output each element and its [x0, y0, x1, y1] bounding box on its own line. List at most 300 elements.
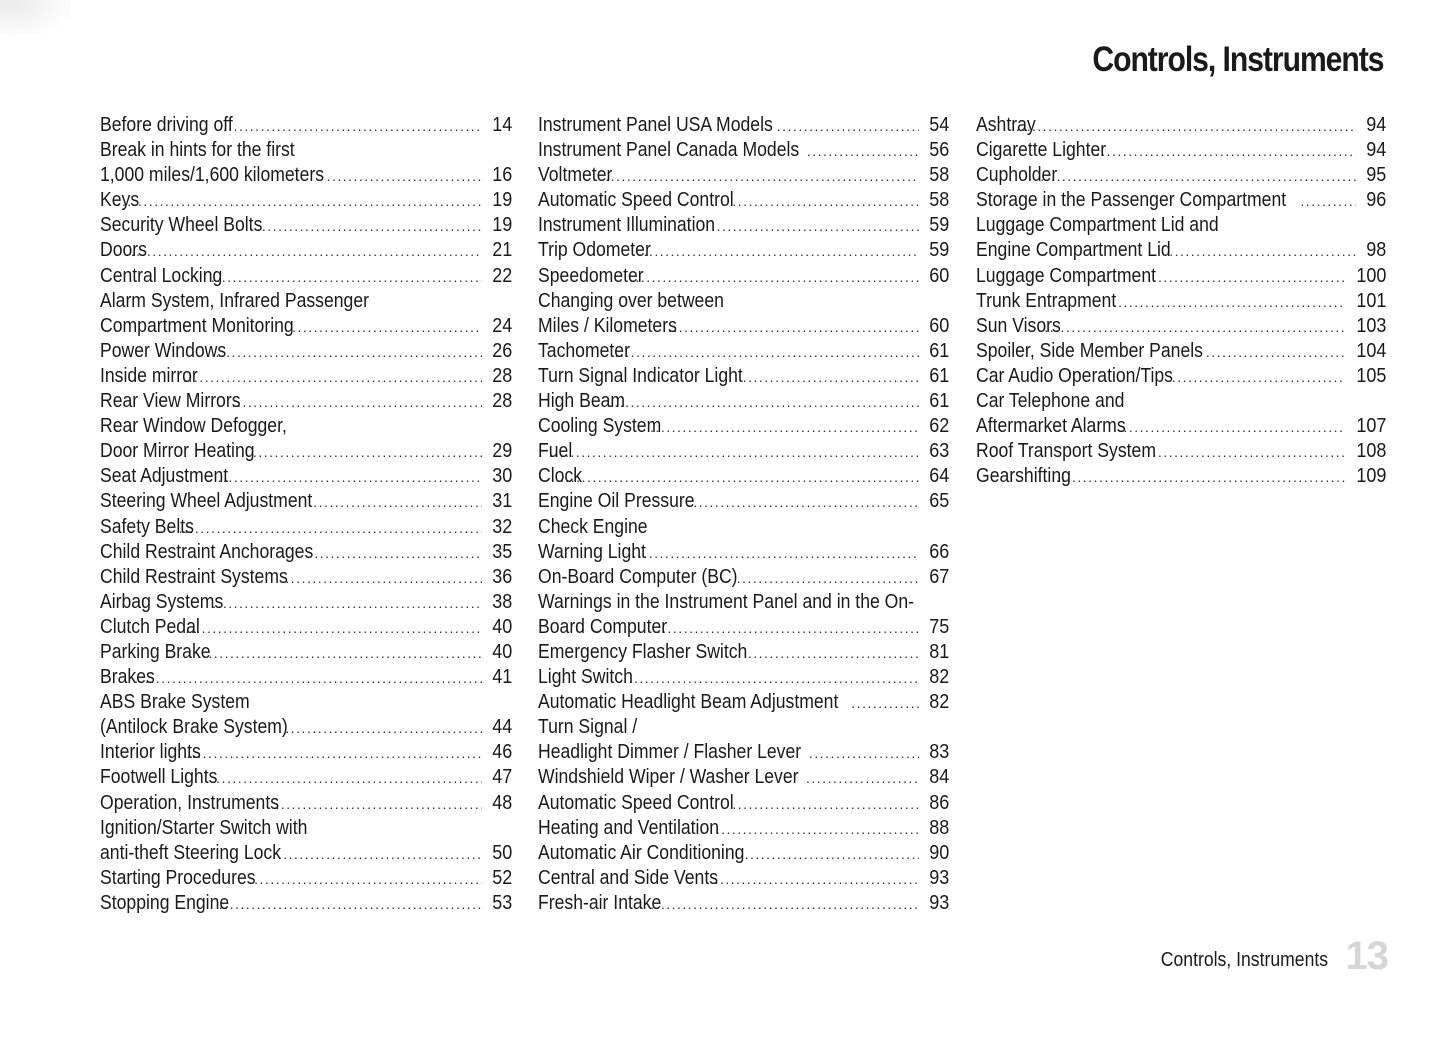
toc-entry-page-number: 40 — [491, 615, 512, 638]
toc-entry-page-number: 75 — [928, 615, 949, 638]
toc-dot-leader — [630, 265, 919, 289]
toc-entry — [100, 715, 512, 740]
toc-entry-page-number: 35 — [491, 540, 512, 563]
toc-entry-line — [100, 163, 512, 188]
toc-entry-title: Before driving off — [100, 114, 233, 136]
toc-entry — [976, 339, 1386, 364]
toc-entry-title: Turn Signal / — [538, 716, 638, 739]
toc-dot-leader — [748, 641, 919, 665]
toc-entry-line — [538, 389, 949, 414]
toc-entry-page-number: 44 — [491, 716, 512, 739]
toc-entry-page-number: 82 — [928, 666, 949, 689]
toc-entry-title: Security Wheel Bolts — [100, 214, 263, 237]
toc-entry — [538, 264, 949, 289]
toc-entry-line — [538, 690, 949, 715]
toc-entry — [100, 740, 512, 765]
toc-entry-title: Gearshifting — [976, 465, 1071, 488]
toc-entry-page-number: 67 — [928, 565, 949, 588]
toc-entry — [538, 765, 949, 790]
toc-entry — [100, 489, 512, 514]
toc-entry — [100, 791, 512, 816]
toc-entry-line — [538, 163, 949, 188]
toc-entry-title: Fuel — [538, 440, 573, 463]
toc-entry — [100, 138, 512, 163]
toc-entry-title: Tachometer — [538, 339, 630, 362]
toc-entry-page-number: 58 — [928, 189, 949, 212]
toc-entry-line — [976, 439, 1386, 464]
toc-entry-page-number: 86 — [928, 791, 949, 814]
toc-dot-leader — [618, 666, 919, 690]
toc-entry-title: Door Mirror Heating — [100, 440, 255, 463]
toc-entry-line — [538, 364, 949, 389]
toc-entry — [976, 238, 1386, 263]
toc-entry-page-number: 58 — [928, 164, 949, 187]
toc-entry-page-number: 88 — [928, 816, 949, 839]
toc-entry — [976, 389, 1386, 414]
toc-entry — [976, 464, 1386, 489]
toc-entry — [100, 188, 512, 213]
toc-entry — [976, 113, 1386, 138]
toc-entry — [538, 364, 949, 389]
toc-entry-line — [100, 439, 512, 464]
toc-entry-line — [100, 665, 512, 690]
toc-entry-title: Power Windows — [100, 339, 227, 362]
toc-entry-line — [976, 238, 1386, 263]
toc-entry-page-number: 109 — [1355, 465, 1386, 488]
toc-dot-leader — [292, 315, 482, 339]
toc-dot-leader — [185, 616, 481, 640]
toc-entry-line — [100, 540, 512, 565]
toc-entry-page-number: 26 — [491, 339, 512, 362]
toc-dot-leader — [657, 616, 919, 640]
toc-entry-page-number: 82 — [928, 691, 949, 714]
toc-entry-title: Sun Visors — [976, 314, 1061, 337]
toc-dot-leader — [650, 892, 919, 916]
toc-entry — [538, 791, 949, 816]
toc-dot-leader — [1153, 265, 1345, 289]
toc-entry-page-number: 96 — [1365, 189, 1386, 212]
toc-entry — [100, 891, 512, 916]
toc-dot-leader — [560, 465, 919, 489]
toc-entry-title: Luggage Compartment Lid and — [976, 214, 1219, 237]
toc-entry — [100, 590, 512, 615]
toc-entry-title: Footwell Lights — [100, 766, 218, 789]
toc-entry-title: Operation, Instruments — [100, 791, 280, 814]
toc-entry-title: Instrument Panel USA Models — [538, 114, 773, 136]
toc-entry-title: Warning Light — [538, 540, 646, 563]
toc-dot-leader — [125, 239, 481, 263]
toc-entry-page-number: 65 — [928, 490, 949, 513]
toc-entry-title: Headlight Dimmer / Flasher Lever — [538, 741, 802, 764]
toc-dot-leader — [732, 792, 918, 816]
toc-entry — [538, 816, 949, 841]
toc-entry-page-number: 63 — [928, 440, 949, 463]
toc-entry-line — [538, 289, 949, 314]
toc-entry-line — [538, 489, 949, 514]
toc-entry — [100, 866, 512, 891]
toc-entry-title: Fresh-air Intake — [538, 891, 662, 914]
toc-entry-title: Light Switch — [538, 666, 633, 689]
toc-dot-leader — [218, 465, 482, 489]
toc-entry-title: Emergency Flasher Switch — [538, 640, 748, 663]
page-title: Controls, Instruments — [1091, 40, 1383, 79]
toc-dot-leader — [215, 340, 481, 364]
toc-dot-leader — [313, 490, 482, 514]
toc-entry-line — [100, 213, 512, 238]
toc-entry — [538, 439, 949, 464]
toc-entry-page-number: 59 — [928, 214, 949, 237]
toc-entry — [538, 866, 949, 891]
toc-dot-leader — [851, 691, 918, 715]
toc-entry-page-number: 61 — [928, 390, 949, 413]
toc-entry-title: 1,000 miles/1,600 kilometers — [100, 164, 325, 187]
toc-entry-line — [100, 389, 512, 414]
toc-entry — [100, 765, 512, 790]
toc-dot-leader — [1172, 365, 1345, 389]
toc-entry — [100, 213, 512, 238]
toc-entry — [100, 339, 512, 364]
toc-entry-page-number: 100 — [1355, 264, 1386, 287]
footer-page-number: 13 — [1345, 934, 1388, 978]
toc-dot-leader — [1044, 315, 1344, 339]
toc-dot-leader — [285, 716, 481, 740]
toc-dot-leader — [1300, 189, 1355, 213]
toc-entry-page-number: 61 — [928, 364, 949, 387]
toc-dot-leader — [549, 440, 919, 464]
toc-entry — [100, 615, 512, 640]
toc-entry — [538, 565, 949, 590]
toc-entry-line — [100, 866, 512, 891]
toc-dot-leader — [1040, 164, 1355, 188]
toc-entry-line — [100, 765, 512, 790]
toc-entry-title: Windshield Wiper / Washer Lever — [538, 766, 799, 789]
toc-dot-leader — [1206, 340, 1345, 364]
toc-entry-line — [538, 615, 949, 640]
toc-entry — [538, 238, 949, 263]
toc-entry-title: Child Restraint Systems — [100, 565, 288, 588]
toc-dot-leader — [807, 139, 919, 163]
toc-entry — [100, 515, 512, 540]
toc-entry-page-number: 93 — [928, 866, 949, 889]
toc-entry-line — [100, 590, 512, 615]
toc-entry-title: Alarm System, Infrared Passenger — [100, 289, 370, 312]
toc-dot-leader — [219, 892, 482, 916]
toc-entry-title: Doors — [100, 239, 147, 262]
toc-entry-line — [100, 489, 512, 514]
toc-entry-title: Rear Window Defogger, — [100, 415, 287, 438]
toc-dot-leader — [594, 164, 918, 188]
toc-entry-title: Luggage Compartment — [976, 264, 1157, 287]
toc-dot-leader — [732, 189, 918, 213]
toc-entry-line — [100, 791, 512, 816]
toc-entry-title: Engine Compartment Lid — [976, 239, 1171, 262]
toc-entry-title: Steering Wheel Adjustment — [100, 490, 313, 513]
toc-entry-page-number: 22 — [491, 264, 512, 287]
toc-entry-title: Instrument Illumination — [538, 214, 716, 237]
toc-entry-line — [100, 238, 512, 263]
toc-entry-title: Stopping Engine — [100, 891, 230, 914]
toc-entry-page-number: 54 — [928, 114, 949, 136]
toc-entry — [100, 364, 512, 389]
toc-dot-leader — [1016, 114, 1356, 138]
toc-entry-page-number: 93 — [928, 891, 949, 914]
toc-dot-leader — [716, 817, 919, 841]
toc-column-1 — [100, 113, 512, 916]
toc-entry-page-number: 46 — [491, 741, 512, 764]
toc-entry-page-number: 21 — [491, 239, 512, 262]
toc-entry — [100, 816, 512, 841]
toc-entry-line — [538, 841, 949, 866]
toc-entry-title: Storage in the Passenger Compartment — [976, 189, 1287, 212]
toc-entry-page-number: 95 — [1365, 164, 1386, 187]
toc-entry — [100, 665, 512, 690]
toc-entry — [976, 364, 1386, 389]
toc-entry-line — [538, 740, 949, 765]
toc-entry — [538, 289, 949, 314]
toc-dot-leader — [745, 842, 919, 866]
toc-entry-title: Heating and Ventilation — [538, 816, 720, 839]
toc-entry-title: Instrument Panel Canada Models — [538, 139, 800, 162]
toc-entry-line — [538, 414, 949, 439]
toc-entry-title: Break in hints for the first — [100, 139, 295, 162]
toc-entry-title: Starting Procedures — [100, 866, 256, 889]
toc-column-2 — [538, 113, 949, 916]
toc-entry-title: Clock — [538, 465, 583, 488]
toc-entry — [538, 389, 949, 414]
toc-entry-page-number: 105 — [1355, 364, 1386, 387]
toc-entry-page-number: 24 — [491, 314, 512, 337]
toc-entry-title: Automatic Speed Control — [538, 791, 734, 814]
toc-entry-title: Parking Brake — [100, 640, 211, 663]
toc-dot-leader — [285, 566, 481, 590]
toc-entry — [538, 665, 949, 690]
toc-entry-line — [538, 213, 949, 238]
toc-dot-leader — [609, 390, 919, 414]
toc-entry-line — [100, 188, 512, 213]
toc-entry-page-number: 52 — [491, 866, 512, 889]
toc-entry-title: Aftermarket Alarms — [976, 415, 1126, 438]
toc-entry-line — [538, 264, 949, 289]
toc-entry-line — [976, 364, 1386, 389]
toc-entry-line — [976, 188, 1386, 213]
toc-entry — [100, 113, 512, 138]
toc-entry-line — [100, 138, 512, 163]
toc-entry-page-number: 64 — [928, 465, 949, 488]
toc-entry-title: Car Audio Operation/Tips — [976, 364, 1173, 387]
toc-entry-line — [538, 238, 949, 263]
toc-entry — [100, 540, 512, 565]
toc-entry-title: Trip Odometer — [538, 239, 651, 262]
scan-corner-mark — [0, 0, 70, 36]
toc-dot-leader — [650, 415, 919, 439]
toc-entry-title: Cupholder — [976, 164, 1058, 187]
toc-dot-leader — [257, 214, 482, 238]
toc-entry-line — [538, 464, 949, 489]
toc-entry-title: Warnings in the Instrument Panel and in the On- — [538, 590, 914, 613]
toc-entry-title: Spoiler, Side Member Panels — [976, 339, 1203, 362]
toc-entry — [538, 615, 949, 640]
toc-entry-line — [538, 866, 949, 891]
toc-entry-title: Clutch Pedal — [100, 615, 200, 638]
toc-entry-line — [538, 715, 949, 740]
toc-entry-title: Keys — [100, 189, 140, 212]
footer-section-label: Controls, Instruments — [1160, 949, 1328, 971]
toc-dot-leader — [615, 340, 919, 364]
toc-dot-leader — [212, 591, 482, 615]
toc-dot-leader — [232, 390, 482, 414]
toc-entry-title: Roof Transport System — [976, 440, 1156, 463]
toc-entry-title: Ashtray — [976, 114, 1036, 136]
toc-dot-leader — [205, 766, 481, 790]
toc-entry — [100, 841, 512, 866]
toc-entry — [538, 715, 949, 740]
toc-entry-title: anti-theft Steering Lock — [100, 841, 282, 864]
toc-entry — [100, 314, 512, 339]
toc-entry-line — [976, 464, 1386, 489]
toc-entry-page-number: 41 — [491, 666, 512, 689]
toc-dot-leader — [314, 541, 481, 565]
toc-entry-page-number: 19 — [491, 214, 512, 237]
toc-entry-line — [538, 791, 949, 816]
toc-entry — [100, 690, 512, 715]
toc-entry-line — [538, 765, 949, 790]
toc-entry-title: Ignition/Starter Switch with — [100, 816, 308, 839]
toc-entry-page-number: 50 — [491, 841, 512, 864]
toc-entry-page-number: 38 — [491, 590, 512, 613]
toc-entry-page-number: 32 — [491, 515, 512, 538]
toc-entry-line — [100, 841, 512, 866]
toc-dot-leader — [275, 792, 481, 816]
toc-entry-title: Cooling System — [538, 415, 662, 438]
toc-entry — [538, 188, 949, 213]
toc-entry — [538, 690, 949, 715]
toc-entry-line — [100, 816, 512, 841]
toc-dot-leader — [777, 114, 919, 138]
toc-dot-leader — [809, 741, 919, 765]
toc-entry-line — [976, 289, 1386, 314]
toc-entry-title: Central Locking — [100, 264, 223, 287]
toc-entry — [976, 163, 1386, 188]
toc-entry — [100, 464, 512, 489]
toc-dot-leader — [1153, 440, 1345, 464]
toc-entry-title: Check Engine — [538, 515, 648, 538]
toc-entry-title: Turn Signal Indicator Light — [538, 364, 743, 387]
toc-dot-leader — [1096, 139, 1356, 163]
toc-entry-title: Rear View Mirrors — [100, 390, 241, 413]
toc-entry-page-number: 101 — [1355, 289, 1386, 312]
toc-entry-line — [538, 339, 949, 364]
toc-entry-page-number: 83 — [928, 741, 949, 764]
toc-entry — [538, 740, 949, 765]
toc-dot-leader — [633, 541, 919, 565]
toc-entry — [538, 138, 949, 163]
toc-entry-page-number: 81 — [928, 640, 949, 663]
toc-entry-page-number: 94 — [1365, 139, 1386, 162]
toc-entry — [538, 891, 949, 916]
toc-entry — [538, 414, 949, 439]
toc-dot-leader — [249, 867, 482, 891]
toc-entry-page-number: 107 — [1355, 415, 1386, 438]
toc-entry-title: Board Computer — [538, 615, 668, 638]
toc-entry-page-number: 16 — [491, 164, 512, 187]
toc-entry-line — [100, 891, 512, 916]
toc-entry-line — [100, 314, 512, 339]
toc-entry-page-number: 94 — [1365, 114, 1386, 136]
toc-dot-leader — [179, 516, 482, 540]
toc-entry-page-number: 28 — [491, 364, 512, 387]
toc-dot-leader — [134, 666, 482, 690]
toc-entry-page-number: 62 — [928, 415, 949, 438]
toc-entry-line — [100, 113, 512, 138]
toc-entry-page-number: 29 — [491, 440, 512, 463]
toc-dot-leader — [198, 641, 482, 665]
toc-entry-line — [976, 163, 1386, 188]
toc-dot-leader — [743, 365, 919, 389]
toc-dot-leader — [737, 566, 919, 590]
toc-entry — [100, 414, 512, 439]
toc-entry-line — [538, 540, 949, 565]
toc-entry-title: On-Board Computer (BC) — [538, 565, 738, 588]
toc-entry-page-number: 61 — [928, 339, 949, 362]
toc-entry-line — [100, 640, 512, 665]
toc-entry-title: Inside mirror — [100, 364, 198, 387]
toc-entry — [538, 339, 949, 364]
toc-entry — [538, 163, 949, 188]
toc-entry-title: Changing over between — [538, 289, 724, 312]
toc-entry-line — [538, 439, 949, 464]
toc-entry-title: Automatic Headlight Beam Adjustment — [538, 691, 839, 714]
toc-entry-page-number: 60 — [928, 264, 949, 287]
toc-entry-title: Brakes — [100, 666, 155, 689]
toc-entry-page-number: 53 — [491, 891, 512, 914]
toc-dot-leader — [278, 842, 482, 866]
toc-entry-line — [538, 891, 949, 916]
toc-entry — [100, 640, 512, 665]
toc-dot-leader — [187, 741, 482, 765]
toc-entry-line — [976, 138, 1386, 163]
toc-dot-leader — [116, 189, 481, 213]
toc-entry-title: Miles / Kilometers — [538, 314, 677, 337]
toc-entry — [538, 515, 949, 540]
toc-entry-line — [100, 740, 512, 765]
toc-entry-page-number: 48 — [491, 791, 512, 814]
toc-entry-page-number: 60 — [928, 314, 949, 337]
toc-entry — [976, 213, 1386, 238]
toc-entry — [538, 464, 949, 489]
toc-entry-line — [538, 590, 949, 615]
toc-entry-page-number: 19 — [491, 189, 512, 212]
toc-entry — [976, 414, 1386, 439]
toc-entry-title: Speedometer — [538, 264, 644, 287]
toc-entry — [100, 264, 512, 289]
toc-entry-title: Car Telephone and — [976, 390, 1125, 413]
toc-entry — [538, 213, 949, 238]
toc-entry-title: Interior lights — [100, 741, 201, 764]
toc-entry-title: Airbag Systems — [100, 590, 224, 613]
toc-entry-title: Compartment Monitoring — [100, 314, 294, 337]
toc-dot-leader — [183, 365, 482, 389]
toc-entry-title: Cigarette Lighter — [976, 139, 1107, 162]
toc-entry — [100, 389, 512, 414]
toc-entry-page-number: 108 — [1355, 440, 1386, 463]
toc-entry-line — [976, 414, 1386, 439]
toc-entry-line — [538, 515, 949, 540]
toc-entry-title: Safety Belts — [100, 515, 194, 538]
toc-entry-page-number: 28 — [491, 390, 512, 413]
toc-column-3 — [976, 113, 1386, 489]
toc-entry-line — [100, 364, 512, 389]
toc-dot-leader — [806, 766, 919, 790]
